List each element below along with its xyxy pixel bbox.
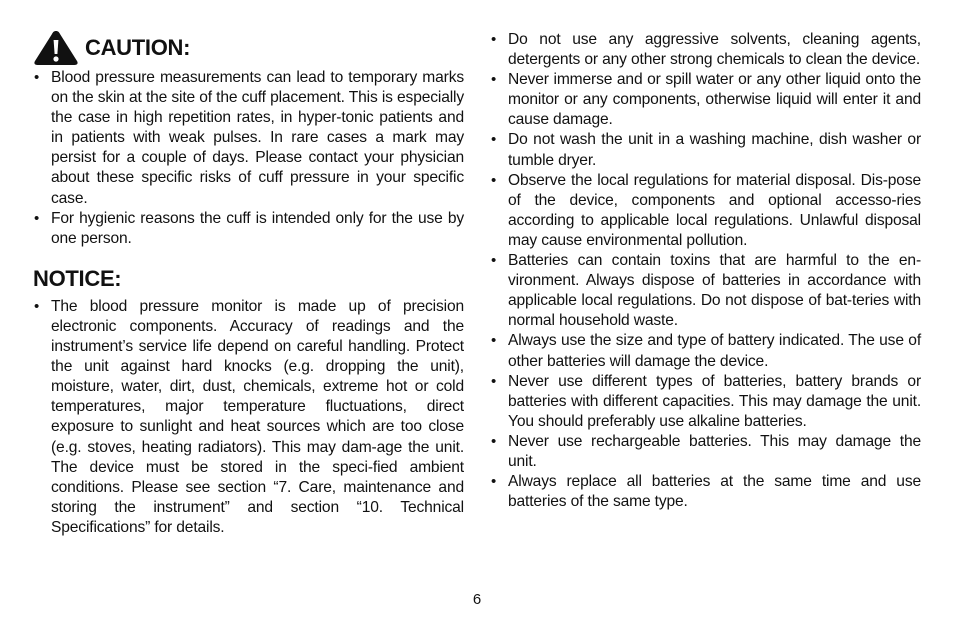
caution-item: • For hygienic reasons the cuff is intended only for the use by one person. — [33, 209, 464, 249]
notice-item: • Always replace all batteries at the same time and use batteries of the same type. — [490, 472, 921, 512]
notice-title: NOTICE: — [33, 265, 122, 291]
left-column — [33, 30, 464, 538]
notice-heading — [33, 265, 464, 293]
notice-list-right — [490, 30, 921, 512]
notice-item: • Do not wash the unit in a washing machine, dish washer or tumble dryer. — [490, 130, 921, 170]
notice-item: • Observe the local regulations for material disposal. Dis-pose of the device, components and optional accesso-ries according to applicable local regulations. Unlawful disposal may cause environmental pollution. — [490, 171, 921, 251]
right-column — [490, 30, 921, 512]
page-number: 6 — [472, 591, 482, 608]
notice-list-left — [33, 297, 464, 538]
notice-item: • Do not use any aggressive solvents, cleaning agents, detergents or any other strong chemicals to clean the device. — [490, 30, 921, 70]
notice-item: • Batteries can contain toxins that are harmful to the en-vironment. Always dispose of batteries in accordance with applicable local regulations. Do not dispose of bat-teries with normal household waste. — [490, 251, 921, 331]
notice-item: • The blood pressure monitor is made up of precision electronic components. Accuracy of readings and the instrument’s service life depend on careful handling. Protect the unit against hard knocks (e.g. dropping the unit), moisture, water, dirt, dust, chemicals, extreme hot or cold temperatures, major temperature fluctuations, direct exposure to sunlight and heat sources which are too close (e.g. stoves, heating radiators). This may dam-age the unit. The device must be stored in the speci-fied ambient conditions. Please see section “7. Care, maintenance and storing the instrument” and section “10. Technical Specifications” for details. — [33, 297, 464, 538]
caution-title: CAUTION: — [85, 35, 191, 60]
notice-item: • Never use different types of batteries, battery brands or batteries with different capacities. This may damage the unit. You should preferably use alkaline batteries. — [490, 372, 921, 432]
caution-heading — [33, 30, 464, 66]
caution-list — [33, 68, 464, 249]
warning-triangle-icon — [33, 30, 79, 66]
caution-item: • Blood pressure measurements can lead to temporary marks on the skin at the site of the cuff placement. This is especially the case in high repetition rates, in hyper-tonic patients and in patients with weak pulses. In rare cases a mark may persist for a couple of days. Please contact your physician about these specific risks of cuff pressure in your specific case. — [33, 68, 464, 209]
notice-item: • Never use rechargeable batteries. This may damage the unit. — [490, 432, 921, 472]
notice-item: • Never immerse and or spill water or any other liquid onto the monitor or any components, otherwise liquid will enter it and cause damage. — [490, 70, 921, 130]
notice-item: • Always use the size and type of battery indicated. The use of other batteries will damage the device. — [490, 331, 921, 371]
